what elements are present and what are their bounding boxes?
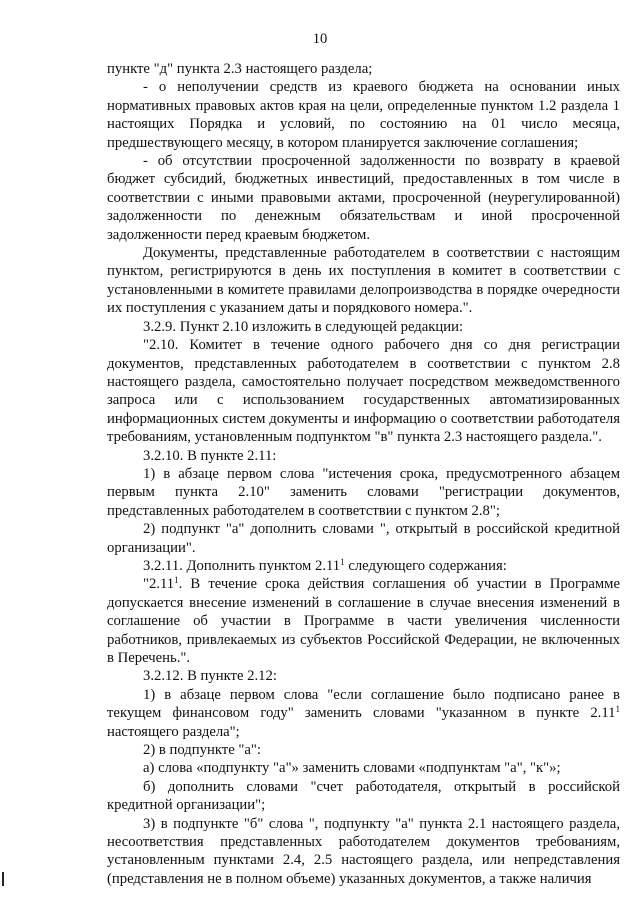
paragraph-text: "2.11 [143, 576, 175, 593]
paragraph: 2) в подпункте "а": [143, 742, 261, 759]
paragraph: Документы, представленные работодателем в соответствии с настоящим пунктом, регистрируются в день их поступления в комитет в соответствии с установленными в комитете правилами делопроизводства в порядке очередности их поступления с указанием даты и порядкового номера.". [107, 245, 620, 317]
paragraph: "2.10. Комитет в течение одного рабочего дня со дня регистрации документов, представленных работодателем в соответствии с пунктом 2.8 настоящего раздела, самостоятельно получает посредством межведомственного запроса или с использованием государственных автоматизированных информационных систем документы и информацию о соответствии работодателя требованиям, установленным подпунктом "в" пункта 2.3 настоящего раздела.". [107, 337, 620, 446]
paragraph [107, 686, 620, 741]
paragraph: - о неполучении средств из краевого бюджета на основании иных нормативных правовых актов края на цели, определенные пунктом 1.2 раздела 1 настоящих Порядка и условий, по состоянию на 01 число месяца, предшествующего месяцу, в котором планируется заключение соглашения; [107, 79, 620, 151]
paragraph [107, 557, 620, 575]
paragraph: 3.2.10. В пункте 2.11: [143, 447, 277, 464]
paragraph: 3.2.12. В пункте 2.12: [143, 668, 277, 685]
paragraph-text: 1) в абзаце первом слова "если соглашение было подписано ранее в текущем финансовом году" заменить словами "указанном в пункте 2.11 [107, 686, 620, 722]
paragraph: 3) в подпункте "б" слова ", подпункту "а" пункта 2.1 настоящего раздела, несоответствия представленных работодателем документов требованиям, установленным пунктами 2.4, 2.5 настоящего раздела, или непредставления (представления не в полном объеме) указанных документов, а также наличия [107, 815, 620, 887]
superscript: 1 [615, 704, 620, 715]
paragraph [107, 575, 620, 667]
superscript: 1 [340, 556, 345, 567]
superscript: 1 [174, 575, 179, 586]
paragraph: 3.2.9. Пункт 2.10 изложить в следующей редакции: [143, 318, 464, 335]
page-number: 10 [312, 31, 328, 47]
paragraph: - об отсутствии просроченной задолженности по возврату в краевой бюджет субсидий, бюджетных инвестиций, предоставленных в том числе в соответствии с иными правовыми актами, просроченной (неурегулированной) задолженности по денежным обязательствам и иной просроченной задолженности перед краевым бюджетом. [107, 153, 620, 243]
paragraph: пункте "д" пункта 2.3 настоящего раздела; [107, 61, 373, 77]
paragraph: а) слова «подпункту "а"» заменить словами «подпунктам "а", "к"»; [143, 760, 561, 777]
paragraph: б) дополнить словами "счет работодателя, открытый в российской кредитной организации"; [107, 778, 620, 814]
paragraph: 2) подпункт "а" дополнить словами ", открытый в российской кредитной организации". [107, 521, 620, 556]
paragraph-text: настоящего раздела"; [107, 723, 240, 740]
paragraph: 1) в абзаце первом слова "истечения срока, предусмотренного абзацем первым пункта 2.10" заменить словами "регистрации документов, представленных работодателем в соответствии с пунктом 2.8"; [107, 465, 620, 519]
paragraph-text: следующего содержания: [344, 557, 507, 574]
paragraph-text: . В течение срока действия соглашения об участии в Программе допускается внесение изменений в соглашение в случае внесения изменений в соглашение об участии в Программе в части увеличения численности работников, привлекаемых из субъектов Российской Федерации, не включенных в Перечень.". [107, 576, 620, 666]
paragraph-text: 3.2.11. Дополнить пунктом 2.11 [143, 557, 341, 574]
document-body [107, 60, 620, 888]
scan-edge-mark [2, 872, 4, 886]
